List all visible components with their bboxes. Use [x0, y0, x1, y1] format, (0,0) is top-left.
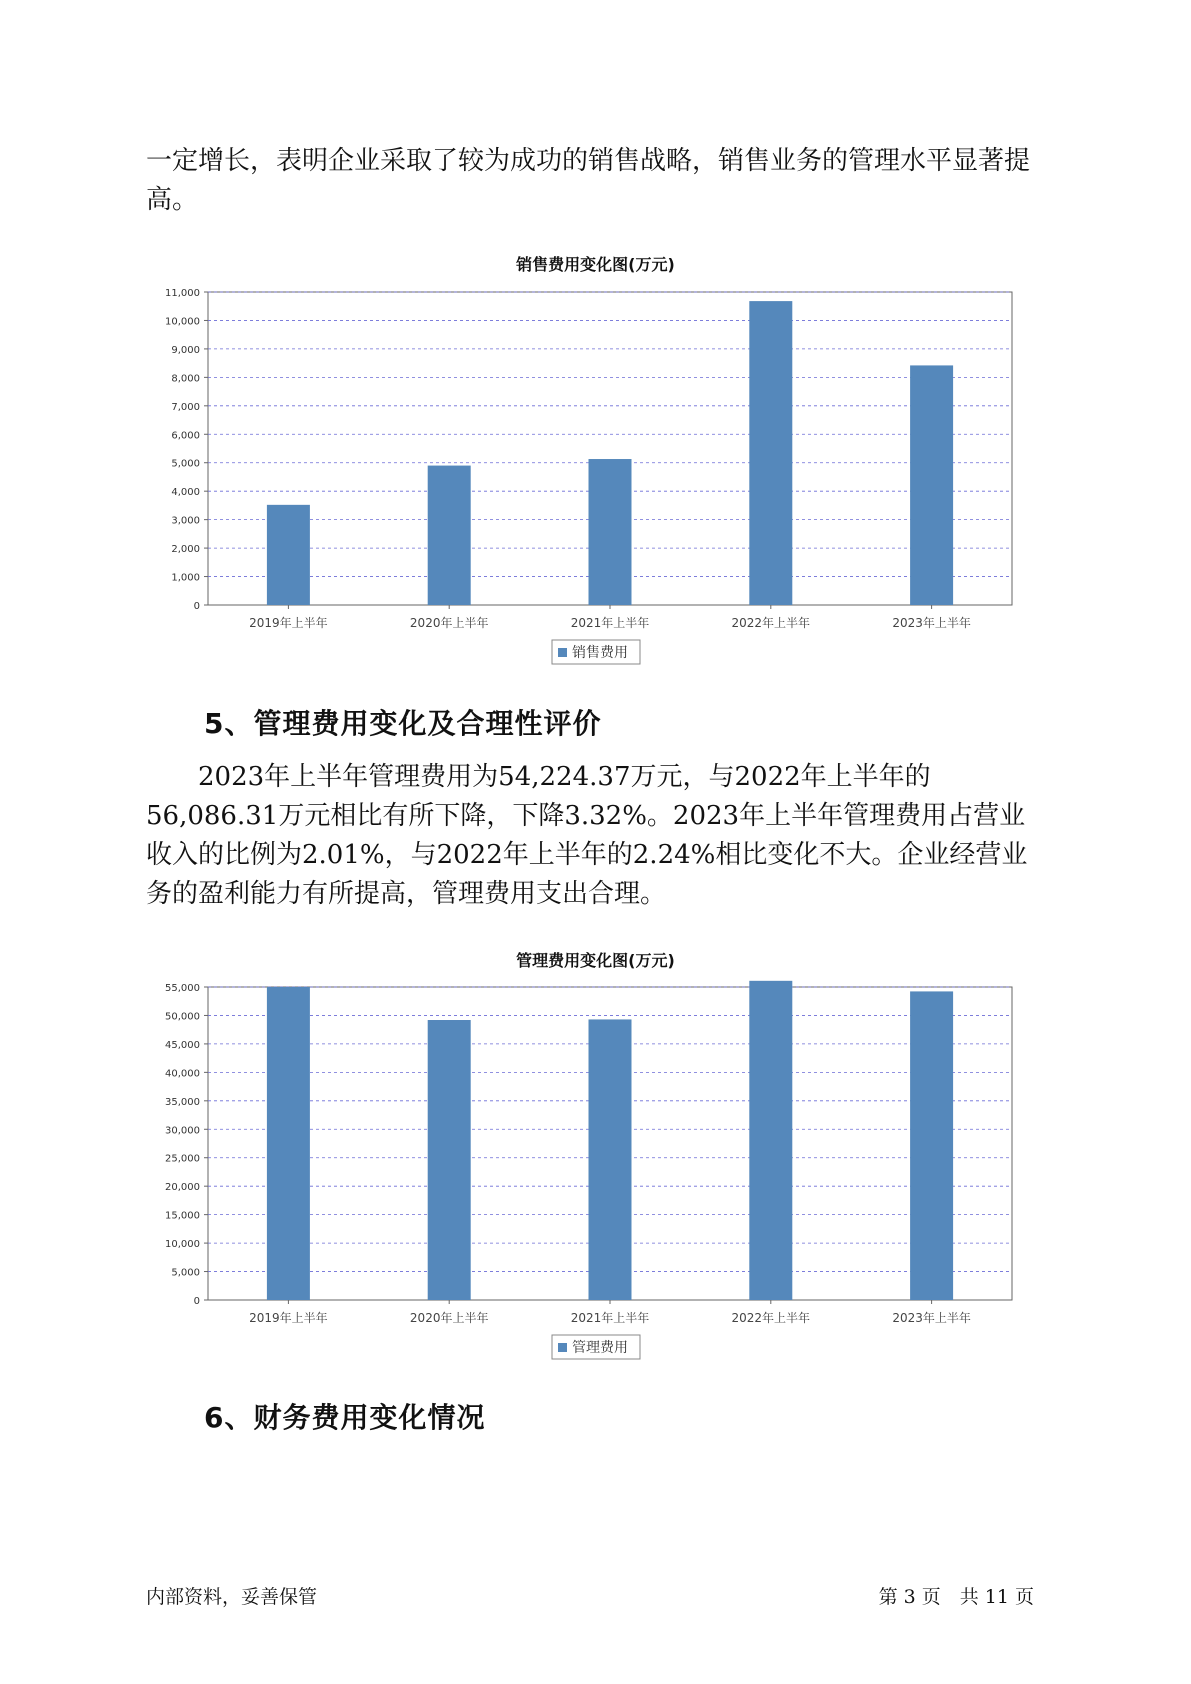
sales-expense-chart [0, 280, 1191, 670]
bar [589, 1019, 632, 1300]
sales-chart-title: 销售费用变化图(万元) [516, 255, 675, 274]
x-tick-label: 2023年上半年 [892, 1311, 971, 1325]
y-tick-label: 2,000 [171, 544, 200, 556]
y-tick-label: 10,000 [165, 316, 200, 328]
bar [749, 301, 792, 605]
bar [589, 459, 632, 605]
x-tick-label: 2022年上半年 [731, 616, 811, 630]
y-tick-label: 30,000 [165, 1125, 200, 1137]
bar [910, 991, 953, 1300]
x-tick-label: 2023年上半年 [892, 616, 971, 630]
legend-swatch [558, 648, 567, 657]
bar [428, 1020, 471, 1300]
x-tick-label: 2021年上半年 [570, 616, 650, 630]
section5-paragraph: 2023年上半年管理费用为54,224.37万元，与2022年上半年的56,086.31万元相比有所下降，下降3.32%。2023年上半年管理费用占营业收入的比例为2.01%，与2022年上半年的2.24%相比变化不大。企业经营业务的盈利能力有所提高，管理费用支出合理。 [146, 762, 1028, 909]
bar [267, 505, 310, 605]
legend-label: 销售费用 [572, 645, 628, 661]
footer-page-number: 第 3 页 共 11 页 [878, 1586, 1034, 1608]
y-tick-label: 11,000 [165, 288, 200, 299]
x-tick-label: 2021年上半年 [570, 1311, 650, 1325]
admin-chart-title: 管理费用变化图(万元) [516, 951, 675, 970]
y-tick-label: 15,000 [165, 1210, 200, 1222]
y-tick-label: 0 [193, 601, 200, 612]
bar [267, 987, 310, 1300]
y-tick-label: 35,000 [165, 1096, 200, 1108]
y-tick-label: 7,000 [171, 401, 200, 413]
bar [428, 466, 471, 605]
y-tick-label: 40,000 [165, 1068, 200, 1080]
y-tick-label: 5,000 [171, 458, 200, 470]
y-tick-label: 55,000 [165, 983, 200, 994]
x-tick-label: 2020年上半年 [409, 1311, 489, 1325]
y-tick-label: 25,000 [165, 1153, 200, 1165]
legend [552, 1335, 640, 1359]
y-tick-label: 20,000 [165, 1182, 200, 1194]
x-tick-label: 2022年上半年 [731, 1311, 811, 1325]
y-tick-label: 3,000 [171, 515, 200, 527]
footer-left: 内部资料，妥善保管 [146, 1586, 318, 1608]
y-tick-label: 10,000 [165, 1239, 200, 1251]
y-tick-label: 45,000 [165, 1039, 200, 1051]
y-tick-label: 50,000 [165, 1011, 200, 1023]
y-tick-label: 0 [193, 1296, 200, 1307]
x-tick-label: 2019年上半年 [249, 616, 328, 630]
y-tick-label: 4,000 [171, 487, 200, 499]
admin-expense-chart [0, 975, 1191, 1365]
legend-label: 管理费用 [572, 1340, 628, 1356]
section5-heading: 5、管理费用变化及合理性评价 [204, 707, 602, 740]
bar [910, 365, 953, 605]
x-tick-label: 2020年上半年 [409, 616, 489, 630]
bar [749, 981, 792, 1300]
x-tick-label: 2019年上半年 [249, 1311, 328, 1325]
legend-swatch [558, 1343, 567, 1352]
y-tick-label: 9,000 [171, 344, 200, 356]
legend [552, 640, 640, 664]
y-tick-label: 1,000 [171, 572, 200, 584]
section6-heading: 6、财务费用变化情况 [204, 1401, 486, 1434]
intro-paragraph: 一定增长，表明企业采取了较为成功的销售战略，销售业务的管理水平显著提高。 [146, 146, 1031, 215]
y-tick-label: 6,000 [171, 430, 200, 442]
y-tick-label: 5,000 [171, 1267, 200, 1279]
y-tick-label: 8,000 [171, 373, 200, 385]
